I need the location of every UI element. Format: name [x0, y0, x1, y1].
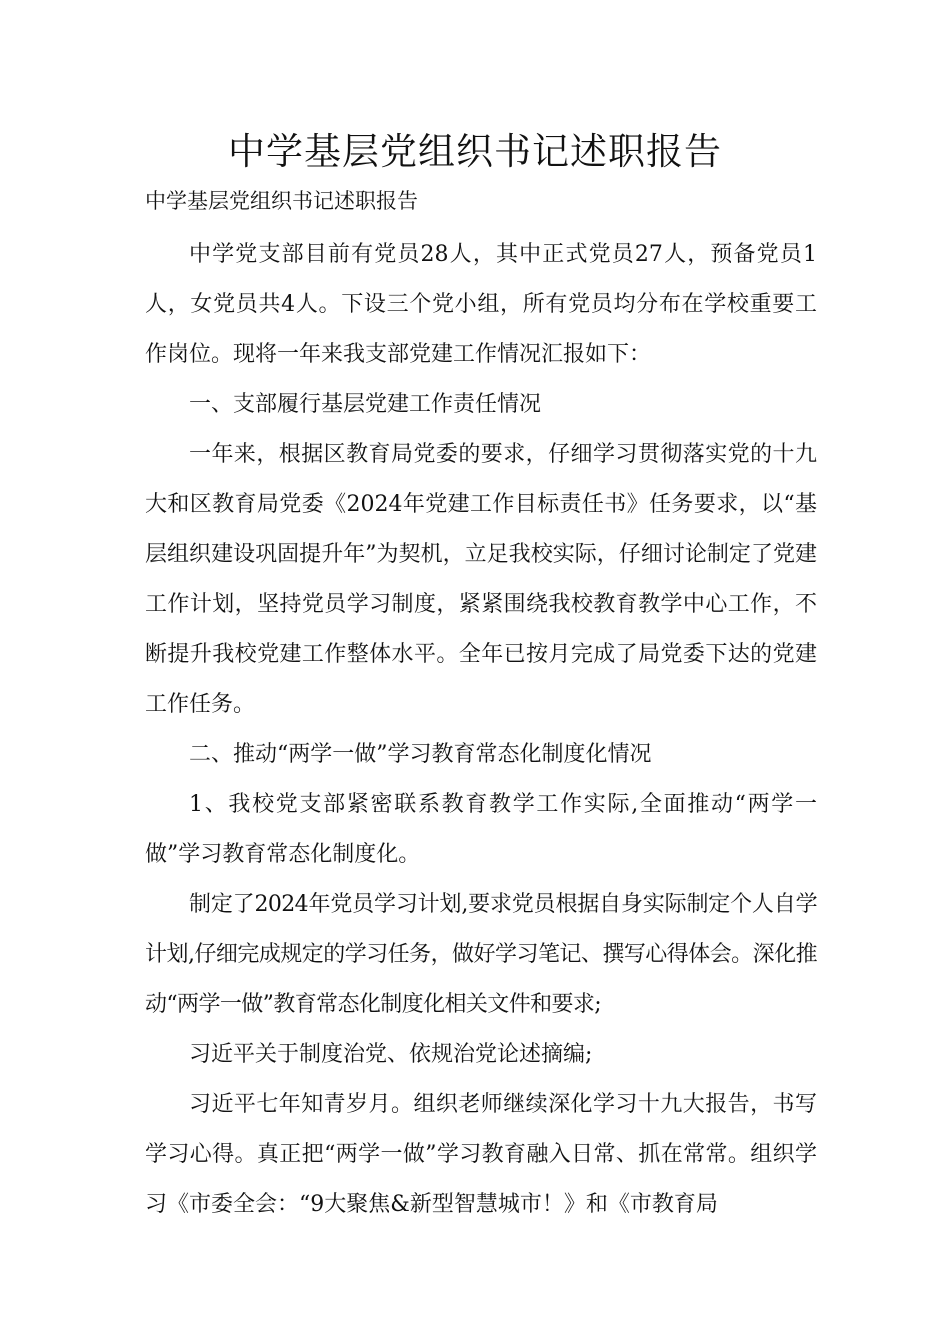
paragraph-study-plan: 制定了2024年党员学习计划,要求党员根据自身实际制定个人自学计划,仔细完成规定的学习任务，做好学习笔记、撰写心得体会。深化推动“两学一做”教育常态化制度化相关文件和要求; [145, 892, 817, 1017]
paragraph-item-1: 1、我校党支部紧密联系教育教学工作实际,全面推动“两学一做”学习教育常态化制度化。 [145, 792, 817, 867]
section-heading-1: 一、支部履行基层党建工作责任情况 [189, 392, 542, 417]
paragraph-study-material-2: 习近平七年知青岁月。组织老师继续深化学习十九大报告，书写学习心得。真正把“两学一做”学习教育融入日常、抓在常常。组织学习《市委全会：“9大聚焦&新型智慧城市！》和《市教育局 [145, 1092, 817, 1217]
document-subtitle: 中学基层党组织书记述职报告 [145, 189, 418, 213]
paragraph-section-1: 一年来，根据区教育局党委的要求，仔细学习贯彻落实党的十九大和区教育局党委《2024年党建工作目标责任书》任务要求，以“基层组织建设巩固提升年”为契机，立足我校实际，仔细讨论制定了党建工作计划，坚持党员学习制度，紧紧围绕我校教育教学中心工作，不断提升我校党建工作整体水平。全年已按月完成了局党委下达的党建工作任务。 [145, 442, 817, 717]
document-title: 中学基层党组织书记述职报告 [228, 130, 722, 173]
paragraph-study-material-1: 习近平关于制度治党、依规治党论述摘编; [189, 1042, 593, 1067]
paragraph-intro: 中学党支部目前有党员28人，其中正式党员27人，预备党员1人，女党员共4人。下设三个党小组，所有党员均分布在学校重要工作岗位。现将一年来我支部党建工作情况汇报如下： [145, 242, 817, 367]
document-body [145, 182, 817, 1230]
section-heading-2: 二、推动“两学一做”学习教育常态化制度化情况 [189, 742, 652, 767]
